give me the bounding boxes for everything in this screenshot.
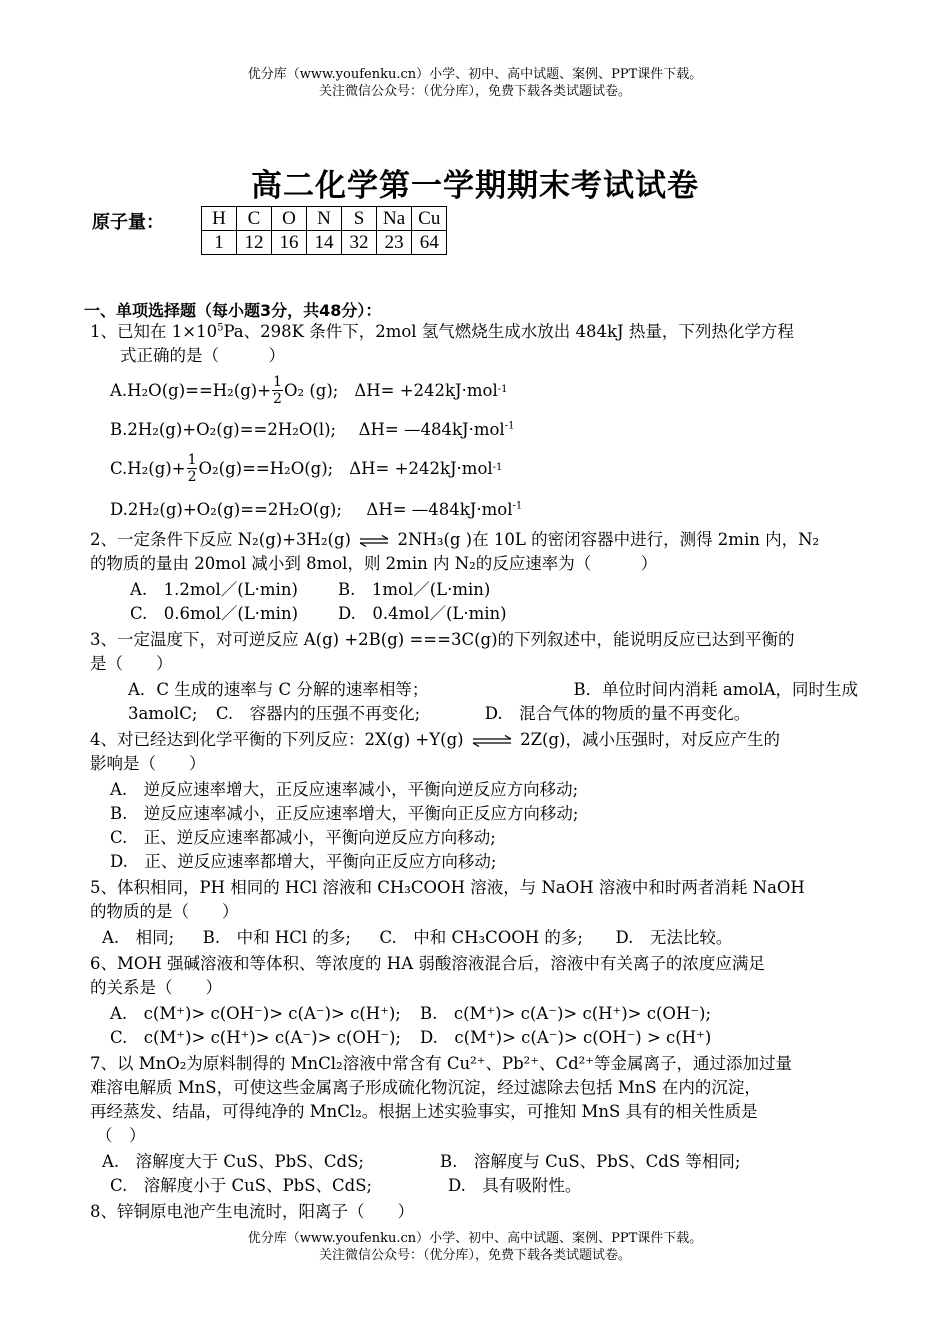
q4-option-d: D. 正、逆反应速率都增大，平衡向正反应方向移动; — [110, 852, 497, 871]
fraction-numerator: 1 — [187, 451, 197, 468]
q3-options-line2 — [128, 700, 750, 724]
mass-cell: 23 — [377, 231, 412, 255]
q2-stem-part: 2NH₃(g )在 10L 的密闭容器中进行，测得 2min 内，N₂ — [397, 530, 820, 549]
q5-options — [102, 924, 732, 948]
q1-stem-line2: 式正确的是（ ） — [120, 346, 285, 365]
fraction-denominator: 2 — [273, 390, 282, 407]
q3-option-b-tail: 3amolC; — [128, 704, 198, 723]
equilibrium-arrow-icon — [359, 535, 389, 547]
q6-option-b: B. c(M⁺)> c(A⁻)> c(H⁺)> c(OH⁻); — [420, 1004, 712, 1023]
page-title: 高二化学第一学期期末考试试卷 — [251, 168, 699, 204]
q2-option-a: A. 1.2mol／(L·min) — [130, 580, 298, 599]
footer-line-1: 优分库（www.youfenku.cn）小学、初中、高中试题、案例、PPT课件下载。 — [247, 1231, 703, 1246]
q4-stem-line1 — [90, 726, 780, 750]
fraction-one-half — [187, 452, 198, 485]
header-line-2: 关注微信公众号：（优分库），免费下载各类试题试卷。 — [318, 84, 631, 99]
q1-b-exponent: -1 — [504, 420, 515, 432]
element-cell: S — [342, 207, 377, 231]
q4-option-a: A. 逆反应速率增大，正反应速率减小，平衡向逆反应方向移动; — [110, 780, 579, 799]
element-cell: H — [202, 207, 237, 231]
q4-stem-line2: 影响是（ ） — [90, 754, 206, 773]
q5-stem-line1: 5、体积相同，PH 相同的 HCl 溶液和 CH₃COOH 溶液，与 NaOH 溶液中和时两者消耗 NaOH — [90, 878, 805, 897]
q1-stem-part: 1、已知在 1×10 — [90, 322, 218, 341]
q5-option-b: B. 中和 HCl 的多; — [202, 928, 351, 947]
q1-option-a: A.H₂O(g)==H₂(g)+ $\frac{1}{2}$ O₂ (g); ΔH= +242kJ·mol -1 — [110, 373, 508, 407]
q1-stem-line1 — [90, 318, 794, 342]
q1-option-b — [110, 420, 514, 439]
q1-c-pre: C.H₂(g)+ — [110, 458, 186, 478]
q4-stem-part: 4、对已经达到化学平衡的下列反应：2X(g) +Y(g) — [90, 730, 464, 749]
q7-option-c: C. 溶解度小于 CuS、PbS、CdS; — [110, 1176, 373, 1195]
q4-stem-part: 2Z(g)，减小压强时，对反应产生的 — [520, 730, 780, 749]
q7-stem-line2: 难溶电解质 MnS，可使这些金属离子形成硫化物沉淀，经过滤除去包括 MnS 在内的沉淀， — [90, 1078, 761, 1097]
q2-stem-line1 — [90, 526, 819, 550]
fraction-denominator: 2 — [187, 468, 197, 485]
q3-options-line1 — [128, 676, 858, 700]
element-row — [202, 207, 447, 231]
q1-c-enthalpy: ΔH= +242kJ·mol — [349, 458, 493, 478]
q4-option-b: B. 逆反应速率减小，正反应速率增大，平衡向正反应方向移动; — [110, 804, 579, 823]
q5-stem-line2: 的物质的是（ ） — [90, 902, 239, 921]
element-cell: Na — [377, 207, 412, 231]
q2-option-d: D. 0.4mol／(L·min) — [338, 604, 507, 623]
q2-option-b: B. 1mol／(L·min) — [338, 580, 491, 599]
mass-cell: 14 — [307, 231, 342, 255]
equilibrium-arrow-icon — [472, 735, 512, 747]
atomic-mass-label: 原子量： — [92, 212, 164, 233]
mass-row — [202, 231, 447, 255]
q6-option-a: A. c(M⁺)> c(OH⁻)> c(A⁻)> c(H⁺); — [110, 1004, 401, 1023]
q1-stem-part: Pa、298K 条件下，2mol 氢气燃烧生成水放出 484kJ 热量，下列热化学方程 — [223, 322, 794, 341]
atomic-mass-table — [201, 206, 447, 255]
element-cell: C — [237, 207, 272, 231]
q5-option-d: D. 无法比较。 — [615, 928, 733, 947]
q1-option-c: C.H₂(g)+ $\frac{1}{2}$ O₂(g)==H₂O(g); ΔH= +242kJ·mol -1 — [110, 451, 503, 485]
q3-option-c: C. 容器内的压强不再变化; — [215, 704, 421, 723]
q1-a-enthalpy: ΔH= +242kJ·mol — [354, 380, 498, 400]
q1-c-post: O₂(g)==H₂O(g); — [198, 458, 334, 478]
q7-stem-line3: 再经蒸发、结晶，可得纯净的 MnCl₂。根据上述实验事实，可推知 MnS 具有的相关性质是 — [90, 1102, 758, 1121]
header-line-1: 优分库（www.youfenku.cn）小学、初中、高中试题、案例、PPT课件下载。 — [247, 67, 703, 82]
q3-option-d: D. 混合气体的物质的量不再变化。 — [484, 704, 751, 723]
q1-d-exponent: -1 — [512, 500, 523, 512]
q1-a-pre: A.H₂O(g)==H₂(g)+ — [110, 380, 272, 400]
section-heading: 一、单项选择题（每小题3分，共48分）： — [84, 301, 382, 320]
fraction-numerator: 1 — [273, 373, 282, 390]
q2-stem-part: 2、一定条件下反应 N₂(g)+3H₂(g) — [90, 530, 351, 549]
q3-stem-line2: 是（ ） — [90, 654, 173, 673]
q4-option-c: C. 正、逆反应速率都减小，平衡向逆反应方向移动; — [110, 828, 496, 847]
q6-stem-line1: 6、MOH 强碱溶液和等体积、等浓度的 HA 弱酸溶液混合后，溶液中有关离子的浓度应满足 — [90, 954, 765, 973]
fraction-one-half — [272, 374, 283, 407]
q3-option-b: B．单位时间内消耗 amolA，同时生成 — [573, 680, 858, 699]
q7-option-d: D. 具有吸附性。 — [448, 1176, 582, 1195]
q6-option-d: D. c(M⁺)> c(A⁻)> c(OH⁻) > c(H⁺) — [420, 1028, 712, 1047]
q2-stem-line2: 的物质的量由 20mol 减小到 8mol，则 2min 内 N₂的反应速率为（ ） — [90, 554, 658, 573]
q7-option-b: B. 溶解度与 CuS、PbS、CdS 等相同; — [440, 1152, 741, 1171]
q1-option-d — [110, 500, 522, 519]
element-cell: O — [272, 207, 307, 231]
q2-option-c: C. 0.6mol／(L·min) — [130, 604, 299, 623]
q1-d-enthalpy: ΔH= —484kJ·mol — [366, 500, 513, 519]
mass-cell: 64 — [412, 231, 447, 255]
q3-option-a: A．C 生成的速率与 C 分解的速率相等； — [128, 680, 429, 699]
mass-cell: 12 — [237, 231, 272, 255]
q6-option-c: C. c(M⁺)> c(H⁺)> c(A⁻)> c(OH⁻); — [110, 1028, 401, 1047]
q7-option-a: A. 溶解度大于 CuS、PbS、CdS; — [102, 1152, 364, 1171]
q1-b-enthalpy: ΔH= —484kJ·mol — [358, 420, 505, 439]
element-cell: N — [307, 207, 342, 231]
q3-stem-line1: 3、一定温度下，对可逆反应 A(g) +2B(g) ===3C(g)的下列叙述中，能说明反应已达到平衡的 — [90, 630, 795, 649]
footer-line-2: 关注微信公众号：（优分库），免费下载各类试题试卷。 — [318, 1248, 631, 1263]
q7-stem-line1: 7、以 MnO₂为原料制得的 MnCl₂溶液中常含有 Cu²⁺、Pb²⁺、Cd²⁺等金属离子，通过添加过量 — [90, 1054, 793, 1073]
q1-stem-exponent: 5 — [217, 322, 224, 334]
page-header — [0, 66, 950, 100]
q5-option-a: A. 相同; — [102, 928, 175, 947]
q7-stem-line4: （ ） — [96, 1126, 146, 1145]
q6-stem-line2: 的关系是（ ） — [90, 978, 222, 997]
q1-b-text: B.2H₂(g)+O₂(g)==2H₂O(l); — [110, 420, 337, 439]
mass-cell: 32 — [342, 231, 377, 255]
q1-a-post: O₂ (g); — [283, 380, 339, 400]
mass-cell: 1 — [202, 231, 237, 255]
q8-stem-line1: 8、锌铜原电池产生电流时，阳离子（ ） — [90, 1202, 414, 1221]
element-cell: Cu — [412, 207, 447, 231]
q1-d-text: D.2H₂(g)+O₂(g)==2H₂O(g); — [110, 500, 342, 519]
q5-option-c: C. 中和 CH₃COOH 的多; — [379, 928, 583, 947]
page-footer — [0, 1230, 950, 1264]
mass-cell: 16 — [272, 231, 307, 255]
